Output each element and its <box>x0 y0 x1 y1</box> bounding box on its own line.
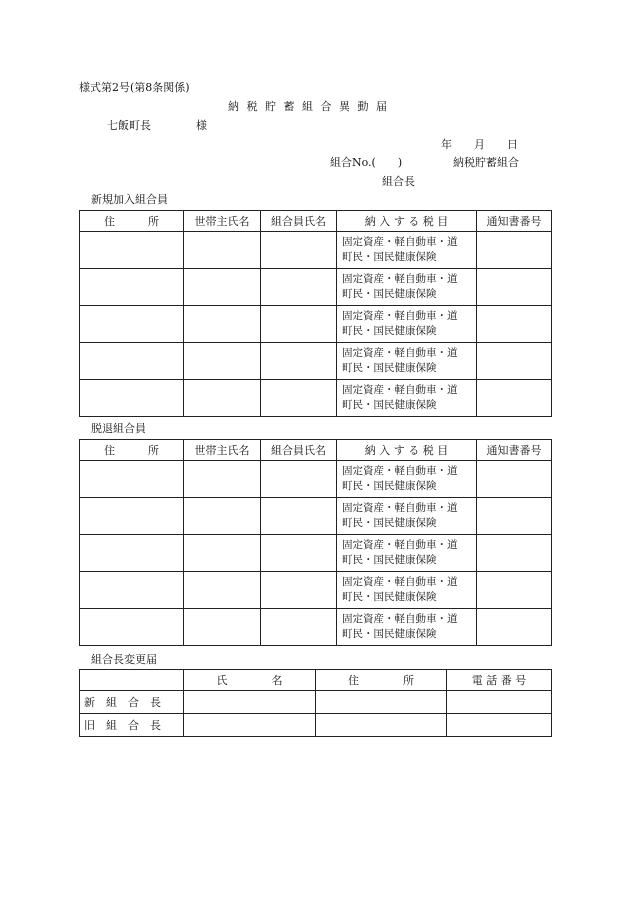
notice-number-cell[interactable] <box>477 232 552 269</box>
member-cell[interactable] <box>261 306 337 343</box>
tax-items-line: 固定資産・軽自動車・道 <box>342 539 458 551</box>
householder-cell[interactable] <box>184 535 261 572</box>
householder-cell[interactable] <box>184 380 261 417</box>
old-chief-address-cell[interactable] <box>316 714 447 737</box>
member-cell[interactable] <box>261 269 337 306</box>
new-chief-address-cell[interactable] <box>316 691 447 714</box>
tax-items-line: 町民・国民健康保険 <box>342 362 437 374</box>
householder-cell[interactable] <box>184 269 261 306</box>
table-row <box>80 380 552 417</box>
new-chief-label: 新 組 合 長 <box>80 691 184 714</box>
tax-items-line: 固定資産・軽自動車・道 <box>342 613 458 625</box>
member-cell[interactable] <box>261 461 337 498</box>
address-cell[interactable] <box>80 572 184 609</box>
tax-items-line: 固定資産・軽自動車・道 <box>342 465 458 477</box>
member-cell[interactable] <box>261 232 337 269</box>
tax-items-line: 町民・国民健康保険 <box>342 288 437 300</box>
address-cell[interactable] <box>80 306 184 343</box>
form-title: 納 税 貯 蓄 組 合 異 動 届 <box>228 100 389 113</box>
header-address: 住 所 <box>80 440 184 461</box>
table-row <box>80 691 552 714</box>
header-tax-items: 納 入 す る 税 目 <box>337 440 477 461</box>
tax-items-line: 町民・国民健康保険 <box>342 325 437 337</box>
old-chief-name-cell[interactable] <box>184 714 316 737</box>
tax-items-cell <box>337 380 477 417</box>
table-row <box>80 306 552 343</box>
tax-items-cell <box>337 461 477 498</box>
table-row <box>80 609 552 646</box>
union-name-suffix: 納税貯蓄組合 <box>453 156 519 169</box>
tax-items-line: 町民・国民健康保険 <box>342 251 437 263</box>
tax-items-line: 固定資産・軽自動車・道 <box>342 236 458 248</box>
tax-items-line: 固定資産・軽自動車・道 <box>342 502 458 514</box>
householder-cell[interactable] <box>184 343 261 380</box>
notice-number-cell[interactable] <box>477 380 552 417</box>
chief-change-table <box>79 669 552 737</box>
header-householder-name: 世帯主氏名 <box>184 440 261 461</box>
tax-items-line: 町民・国民健康保険 <box>342 554 437 566</box>
union-number: 組合No.( ) <box>330 156 403 169</box>
withdrawn-members-table <box>79 439 552 646</box>
tax-items-line: 町民・国民健康保険 <box>342 628 437 640</box>
notice-number-cell[interactable] <box>477 535 552 572</box>
notice-number-cell[interactable] <box>477 609 552 646</box>
tax-items-cell <box>337 306 477 343</box>
header-householder-name: 世帯主氏名 <box>184 211 261 232</box>
notice-number-cell[interactable] <box>477 572 552 609</box>
new-members-table <box>79 210 552 417</box>
address-cell[interactable] <box>80 498 184 535</box>
address-cell[interactable] <box>80 232 184 269</box>
tax-items-cell <box>337 269 477 306</box>
header-member-name: 組合員氏名 <box>261 211 337 232</box>
table-row <box>80 714 552 737</box>
address-cell[interactable] <box>80 343 184 380</box>
old-chief-phone-cell[interactable] <box>447 714 552 737</box>
new-members-section-title: 新規加入組合員 <box>91 193 168 206</box>
notice-number-cell[interactable] <box>477 498 552 535</box>
notice-number-cell[interactable] <box>477 461 552 498</box>
tax-items-cell <box>337 498 477 535</box>
table-row <box>80 572 552 609</box>
address-cell[interactable] <box>80 380 184 417</box>
member-cell[interactable] <box>261 343 337 380</box>
form-number: 様式第2号(第8条関係) <box>79 81 190 94</box>
date-line: 年 月 日 <box>441 138 518 151</box>
householder-cell[interactable] <box>184 609 261 646</box>
table-row <box>80 343 552 380</box>
tax-items-line: 町民・国民健康保険 <box>342 591 437 603</box>
member-cell[interactable] <box>261 572 337 609</box>
header-blank <box>80 670 184 691</box>
header-phone-number: 電 話 番 号 <box>447 670 552 691</box>
address-cell[interactable] <box>80 269 184 306</box>
tax-items-line: 町民・国民健康保険 <box>342 399 437 411</box>
address-cell[interactable] <box>80 535 184 572</box>
header-notice-number: 通知書番号 <box>477 211 552 232</box>
header-notice-number: 通知書番号 <box>477 440 552 461</box>
withdrawn-members-section-title: 脱退組合員 <box>91 422 146 435</box>
tax-items-cell <box>337 572 477 609</box>
chief-change-section-title: 組合長変更届 <box>91 653 157 666</box>
tax-items-line: 固定資産・軽自動車・道 <box>342 347 458 359</box>
new-chief-name-cell[interactable] <box>184 691 316 714</box>
tax-items-cell <box>337 232 477 269</box>
old-chief-label: 旧 組 合 長 <box>80 714 184 737</box>
header-chief-address: 住 所 <box>316 670 447 691</box>
table-row <box>80 232 552 269</box>
householder-cell[interactable] <box>184 572 261 609</box>
notice-number-cell[interactable] <box>477 269 552 306</box>
table-header-row <box>80 670 552 691</box>
member-cell[interactable] <box>261 535 337 572</box>
table-row <box>80 269 552 306</box>
table-row <box>80 461 552 498</box>
union-chief-label: 組合長 <box>382 175 415 188</box>
table-row <box>80 498 552 535</box>
tax-items-cell <box>337 343 477 380</box>
householder-cell[interactable] <box>184 461 261 498</box>
new-chief-phone-cell[interactable] <box>447 691 552 714</box>
tax-items-cell <box>337 609 477 646</box>
tax-items-line: 固定資産・軽自動車・道 <box>342 273 458 285</box>
header-member-name: 組合員氏名 <box>261 440 337 461</box>
member-cell[interactable] <box>261 609 337 646</box>
notice-number-cell[interactable] <box>477 306 552 343</box>
table-header-row <box>80 211 552 232</box>
householder-cell[interactable] <box>184 498 261 535</box>
tax-items-line: 町民・国民健康保険 <box>342 480 437 492</box>
member-cell[interactable] <box>261 498 337 535</box>
tax-items-line: 固定資産・軽自動車・道 <box>342 384 458 396</box>
table-row <box>80 535 552 572</box>
header-tax-items: 納 入 す る 税 目 <box>337 211 477 232</box>
householder-cell[interactable] <box>184 232 261 269</box>
tax-items-line: 固定資産・軽自動車・道 <box>342 576 458 588</box>
tax-items-line: 町民・国民健康保険 <box>342 517 437 529</box>
tax-items-line: 固定資産・軽自動車・道 <box>342 310 458 322</box>
address-cell[interactable] <box>80 461 184 498</box>
member-cell[interactable] <box>261 380 337 417</box>
header-chief-name: 氏 名 <box>184 670 316 691</box>
address-cell[interactable] <box>80 609 184 646</box>
notice-number-cell[interactable] <box>477 343 552 380</box>
addressee: 七飯町長 <box>107 119 151 132</box>
table-header-row <box>80 440 552 461</box>
tax-items-cell <box>337 535 477 572</box>
addressee-honorific: 様 <box>196 119 207 132</box>
householder-cell[interactable] <box>184 306 261 343</box>
header-address: 住 所 <box>80 211 184 232</box>
